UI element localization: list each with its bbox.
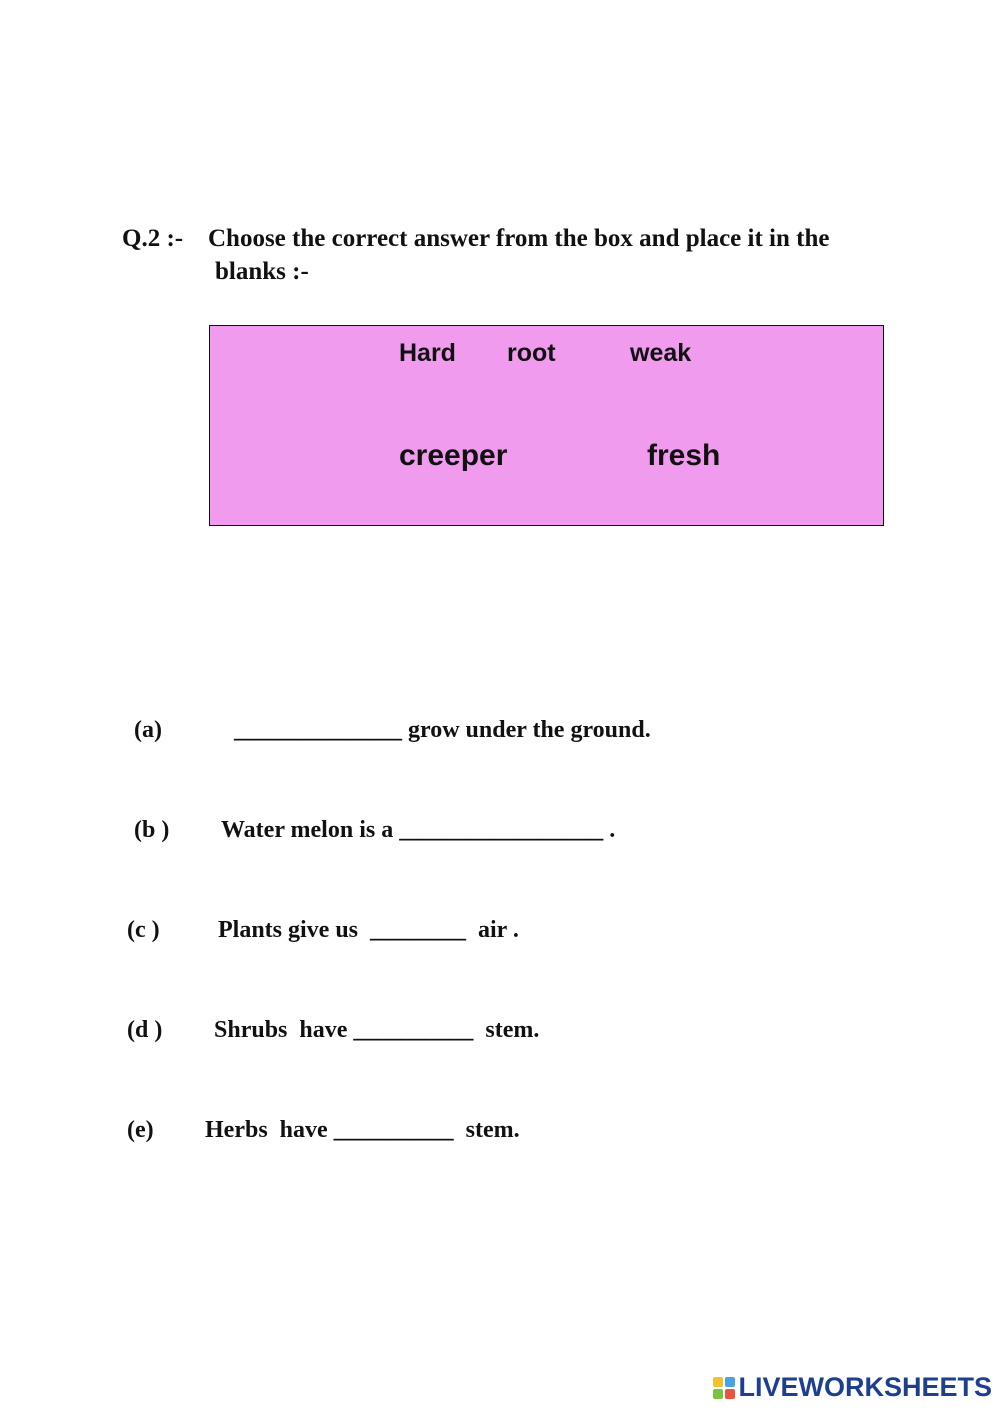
list-item-b [134,817,616,898]
item-sentence[interactable]: Plants give us ________ air . [218,917,519,943]
answer-word-box [209,325,884,526]
word-hard: Hard [399,339,456,367]
liveworksheets-logo[interactable] [713,1372,992,1403]
item-label: (a) [134,717,162,743]
question-number: Q.2 :- [122,225,184,252]
question-instruction-line1: Choose the correct answer from the box and place it in the [208,225,830,252]
list-item-a [134,717,651,798]
item-sentence[interactable]: ______________ grow under the ground. [234,717,651,743]
item-label: (e) [127,1117,154,1143]
list-item-c [127,917,519,998]
list-item-e [127,1117,520,1198]
question-instruction-line2: blanks :- [215,258,309,285]
item-sentence[interactable]: Water melon is a _________________ . [221,817,616,843]
brand-name: LIVEWORKSHEETS [738,1372,992,1402]
liveworksheets-logo-icon [713,1377,735,1399]
item-label: (d ) [127,1017,163,1043]
word-weak: weak [630,339,692,367]
word-creeper: creeper [399,439,508,472]
question-heading [122,222,829,288]
item-label: (c ) [127,917,160,943]
item-label: (b ) [134,817,170,843]
item-sentence[interactable]: Herbs have __________ stem. [205,1117,520,1143]
item-sentence[interactable]: Shrubs have __________ stem. [214,1017,540,1043]
list-item-d [127,1017,540,1098]
word-root: root [507,339,556,367]
word-fresh: fresh [647,439,721,472]
